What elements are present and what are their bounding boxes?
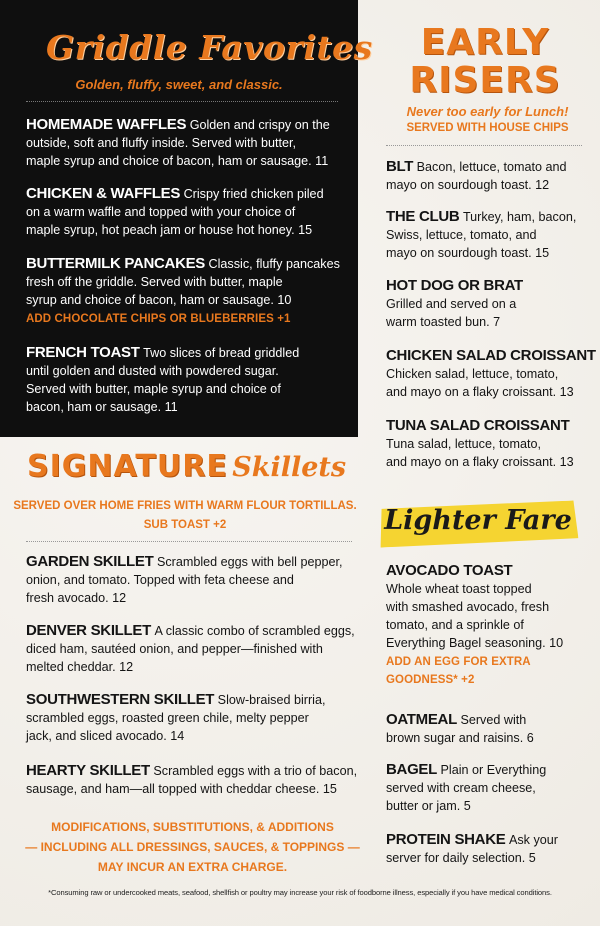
item-desc: Tuna salad, lettuce, tomato, <box>386 437 541 452</box>
item-desc: until golden and dusted with powdered sugar. <box>26 364 279 379</box>
menu-item-homemade-waffles <box>26 114 351 171</box>
item-desc: Scrambled eggs with bell pepper, <box>156 555 343 569</box>
item-desc: outside, soft and fluffy inside. Served with butter, <box>26 136 296 151</box>
item-desc: Everything Bagel seasoning. 10 <box>386 635 564 650</box>
item-desc: Slow-braised birria, <box>217 693 326 707</box>
early-served-note: SERVED WITH HOUSE CHIPS <box>406 122 569 134</box>
menu-item-hearty-skillet <box>26 760 366 799</box>
item-name: HEARTY SKILLET <box>26 762 150 779</box>
item-desc: bacon, ham or sausage. 11 <box>26 400 178 415</box>
item-name: FRENCH TOAST <box>26 344 140 361</box>
item-desc: Served with <box>460 713 527 727</box>
item-desc: fresh off the griddle. Served with butter, maple <box>26 275 283 290</box>
item-desc: tomato, and a sprinkle of <box>386 618 524 633</box>
menu-item-bagel <box>386 759 596 816</box>
item-desc: melted cheddar. 12 <box>26 660 134 675</box>
item-desc: syrup and choice of bacon, ham or sausage. 10 <box>26 293 292 308</box>
item-desc: warm toasted bun. 7 <box>386 315 501 330</box>
item-name: HOMEMADE WAFFLES <box>26 116 187 133</box>
item-desc: mayo on sourdough toast. 15 <box>386 246 550 261</box>
item-name: BAGEL <box>386 761 438 778</box>
item-addon: ADD AN EGG FOR EXTRA <box>386 655 531 668</box>
early-tagline: Never too early for Lunch! <box>406 104 569 119</box>
item-desc: sausage, and ham—all topped with cheddar cheese. 15 <box>26 782 337 797</box>
griddle-title: Griddle Favorites <box>46 28 373 67</box>
item-desc: Crispy fried chicken piled <box>183 187 324 201</box>
menu-item-avocado-toast <box>386 560 596 689</box>
modifications-note <box>10 817 375 877</box>
mods-line1: MODIFICATIONS, SUBSTITUTIONS, & ADDITIONS <box>51 820 334 834</box>
item-desc: scrambled eggs, roasted green chile, melty pepper <box>26 711 309 726</box>
item-desc: and mayo on a flaky croissant. 13 <box>386 385 574 400</box>
item-desc: Plain or Everything <box>440 763 547 777</box>
item-name: CHICKEN & WAFFLES <box>26 185 181 202</box>
item-desc: Scrambled eggs with a trio of bacon, <box>153 764 358 778</box>
menu-item-chicken-salad-croissant <box>386 345 596 402</box>
menu-item-garden-skillet <box>26 551 366 608</box>
item-addon: GOODNESS* +2 <box>386 673 475 686</box>
menu-item-the-club <box>386 206 596 263</box>
item-desc: Classic, fluffy pancakes <box>208 257 340 271</box>
item-desc: maple syrup and choice of bacon, ham or sausage. 11 <box>26 154 329 169</box>
early-title-line2: RISERS <box>409 60 561 101</box>
skillets-title <box>27 449 346 484</box>
footnote: *Consuming raw or undercooked meats, seafood, shellfish or poultry may increase your risk of foodborne illness, especially if you have medical conditions. <box>48 888 552 897</box>
lighter-fare-title: Lighter Fare <box>384 505 572 536</box>
menu-item-southwestern-skillet <box>26 689 366 746</box>
item-desc: Turkey, ham, bacon, <box>462 210 577 224</box>
menu-item-protein-shake <box>386 829 596 868</box>
menu-item-hot-dog-brat <box>386 275 596 332</box>
early-risers-title <box>385 24 585 100</box>
menu-item-tuna-salad-croissant <box>386 415 596 472</box>
menu-item-blt <box>386 156 596 195</box>
item-name: BLT <box>386 158 414 175</box>
item-name: OATMEAL <box>386 711 457 728</box>
item-desc: Swiss, lettuce, tomato, and <box>386 228 537 243</box>
item-name: HOT DOG OR BRAT <box>386 277 523 294</box>
item-desc: fresh avocado. 12 <box>26 591 127 606</box>
item-desc: Whole wheat toast topped <box>386 582 532 597</box>
item-desc: served with cream cheese, <box>386 781 536 796</box>
item-name: PROTEIN SHAKE <box>386 831 506 848</box>
item-desc: mayo on sourdough toast. 12 <box>386 178 550 193</box>
item-desc: diced ham, sautéed onion, and pepper—finished with <box>26 642 323 657</box>
item-desc: maple syrup, hot peach jam or house hot honey. 15 <box>26 223 313 238</box>
item-desc: and mayo on a flaky croissant. 13 <box>386 455 574 470</box>
menu-item-buttermilk-pancakes <box>26 253 351 328</box>
item-name: BUTTERMILK PANCAKES <box>26 255 206 272</box>
skillets-title-word1: SIGNATURE <box>27 449 228 484</box>
griddle-divider <box>26 101 338 102</box>
early-title-line1: EARLY <box>420 22 550 63</box>
item-name: CHICKEN SALAD CROISSANT <box>386 347 596 364</box>
mods-line3: MAY INCUR AN EXTRA CHARGE. <box>97 860 288 874</box>
item-desc: Bacon, lettuce, tomato and <box>416 160 567 174</box>
skillets-divider <box>26 541 352 542</box>
skillets-title-word2: Skillets <box>232 452 347 483</box>
menu-item-chicken-waffles <box>26 183 351 240</box>
skillets-note-line2: SUB TOAST +2 <box>143 519 227 531</box>
item-desc: jack, and sliced avocado. 14 <box>26 729 185 744</box>
item-desc: A classic combo of scrambled eggs, <box>154 624 355 638</box>
skillets-note-line1: SERVED OVER HOME FRIES WITH WARM FLOUR TORTILLAS. <box>13 500 357 512</box>
item-name: GARDEN SKILLET <box>26 553 154 570</box>
item-desc: Ask your <box>508 833 558 847</box>
item-desc: Two slices of bread griddled <box>143 346 300 360</box>
item-name: DENVER SKILLET <box>26 622 151 639</box>
menu-item-denver-skillet <box>26 620 366 677</box>
item-desc: server for daily selection. 5 <box>386 851 536 866</box>
item-desc: onion, and tomato. Topped with feta cheese and <box>26 573 294 588</box>
item-name: THE CLUB <box>386 208 460 225</box>
skillets-note <box>10 497 360 535</box>
mods-line2: — INCLUDING ALL DRESSINGS, SAUCES, & TOPPINGS — <box>25 840 360 854</box>
item-desc: Chicken salad, lettuce, tomato, <box>386 367 559 382</box>
item-desc: on a warm waffle and topped with your choice of <box>26 205 296 220</box>
item-desc: with smashed avocado, fresh <box>386 600 550 615</box>
menu-item-french-toast <box>26 342 351 417</box>
menu-item-oatmeal <box>386 709 596 748</box>
early-divider <box>386 145 582 146</box>
item-addon: ADD CHOCOLATE CHIPS OR BLUEBERRIES +1 <box>26 313 291 326</box>
item-name: TUNA SALAD CROISSANT <box>386 417 570 434</box>
item-name: SOUTHWESTERN SKILLET <box>26 691 215 708</box>
item-desc: Grilled and served on a <box>386 297 517 312</box>
item-desc: Served with butter, maple syrup and choice of <box>26 382 281 397</box>
item-name: AVOCADO TOAST <box>386 562 513 579</box>
item-desc: brown sugar and raisins. 6 <box>386 731 534 746</box>
item-desc: Golden and crispy on the <box>189 118 330 132</box>
item-desc: butter or jam. 5 <box>386 799 471 814</box>
griddle-subtitle: Golden, fluffy, sweet, and classic. <box>75 77 283 92</box>
